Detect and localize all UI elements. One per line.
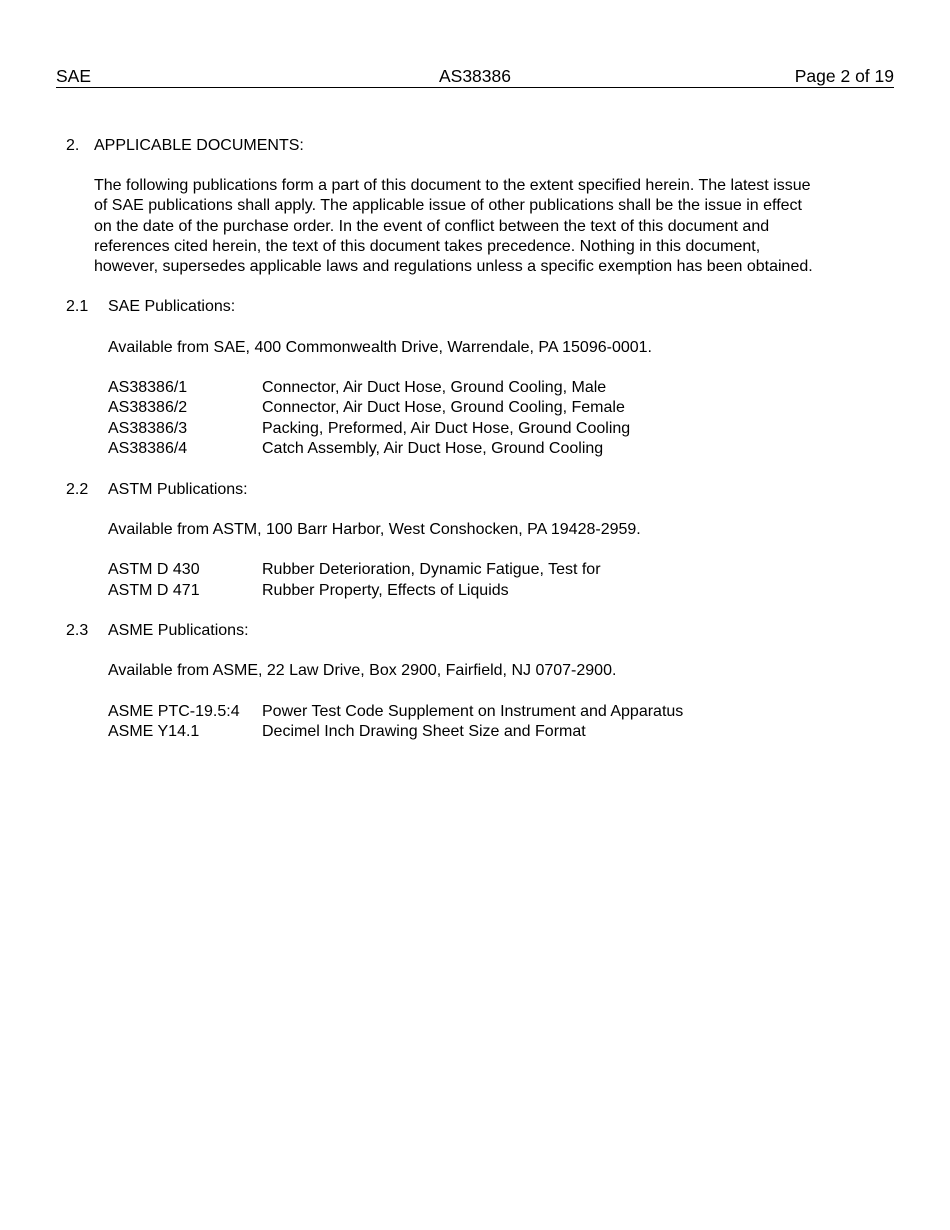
reference-title: Connector, Air Duct Hose, Ground Cooling, Female [262, 399, 625, 416]
asme-availability: Available from ASME, 22 Law Drive, Box 2900, Fairfield, NJ 0707-2900. [108, 662, 617, 679]
paragraph-line: however, supersedes applicable laws and regulations unless a specific exemption has been obtained. [94, 258, 813, 276]
reference-id: ASME Y14.1 [108, 723, 200, 740]
section-2-2-title: ASTM Publications: [108, 481, 248, 498]
reference-title: Connector, Air Duct Hose, Ground Cooling, Male [262, 379, 607, 396]
section-2-3-title: ASME Publications: [108, 622, 249, 639]
page-header [56, 66, 894, 88]
reference-title: Rubber Property, Effects of Liquids [262, 582, 509, 599]
reference-title: Decimel Inch Drawing Sheet Size and Format [262, 723, 586, 740]
paragraph-line: references cited herein, the text of this document takes precedence. Nothing in this document, [94, 237, 761, 255]
reference-id: AS38386/4 [108, 440, 188, 457]
reference-title: Power Test Code Supplement on Instrument and Apparatus [262, 703, 684, 720]
section-2-paragraph [94, 176, 874, 277]
sae-availability: Available from SAE, 400 Commonwealth Drive, Warrendale, PA 15096-0001. [108, 339, 652, 356]
reference-id: AS38386/2 [108, 399, 188, 416]
section-2-3-number: 2.3 [66, 622, 89, 639]
paragraph-line: The following publications form a part of this document to the extent specified herein. The latest issue [94, 177, 811, 194]
page-number: Page 2 of 19 [794, 66, 894, 86]
paragraph-line: on the date of the purchase order. In the event of conflict between the text of this document and [94, 217, 770, 235]
paragraph-line: of SAE publications shall apply. The applicable issue of other publications shall be the issue in effect [94, 197, 802, 215]
section-2-2-number: 2.2 [66, 481, 89, 498]
reference-title: Rubber Deterioration, Dynamic Fatigue, Test for [262, 561, 601, 578]
reference-title: Catch Assembly, Air Duct Hose, Ground Cooling [262, 440, 604, 457]
reference-id: ASTM D 471 [108, 582, 200, 599]
section-2-title: APPLICABLE DOCUMENTS: [94, 137, 304, 154]
reference-id: AS38386/1 [108, 379, 188, 396]
reference-id: ASME PTC-19.5:4 [108, 703, 240, 720]
document-id: AS38386 [438, 66, 511, 86]
header-org: SAE [56, 66, 92, 86]
astm-availability: Available from ASTM, 100 Barr Harbor, West Conshocken, PA 19428-2959. [108, 521, 641, 538]
reference-title: Packing, Preformed, Air Duct Hose, Ground Cooling [262, 420, 631, 437]
reference-id: AS38386/3 [108, 420, 188, 437]
section-2-1-number: 2.1 [66, 298, 89, 315]
section-2-number: 2. [66, 137, 80, 154]
section-2-1-title: SAE Publications: [108, 298, 236, 315]
reference-id: ASTM D 430 [108, 561, 200, 578]
